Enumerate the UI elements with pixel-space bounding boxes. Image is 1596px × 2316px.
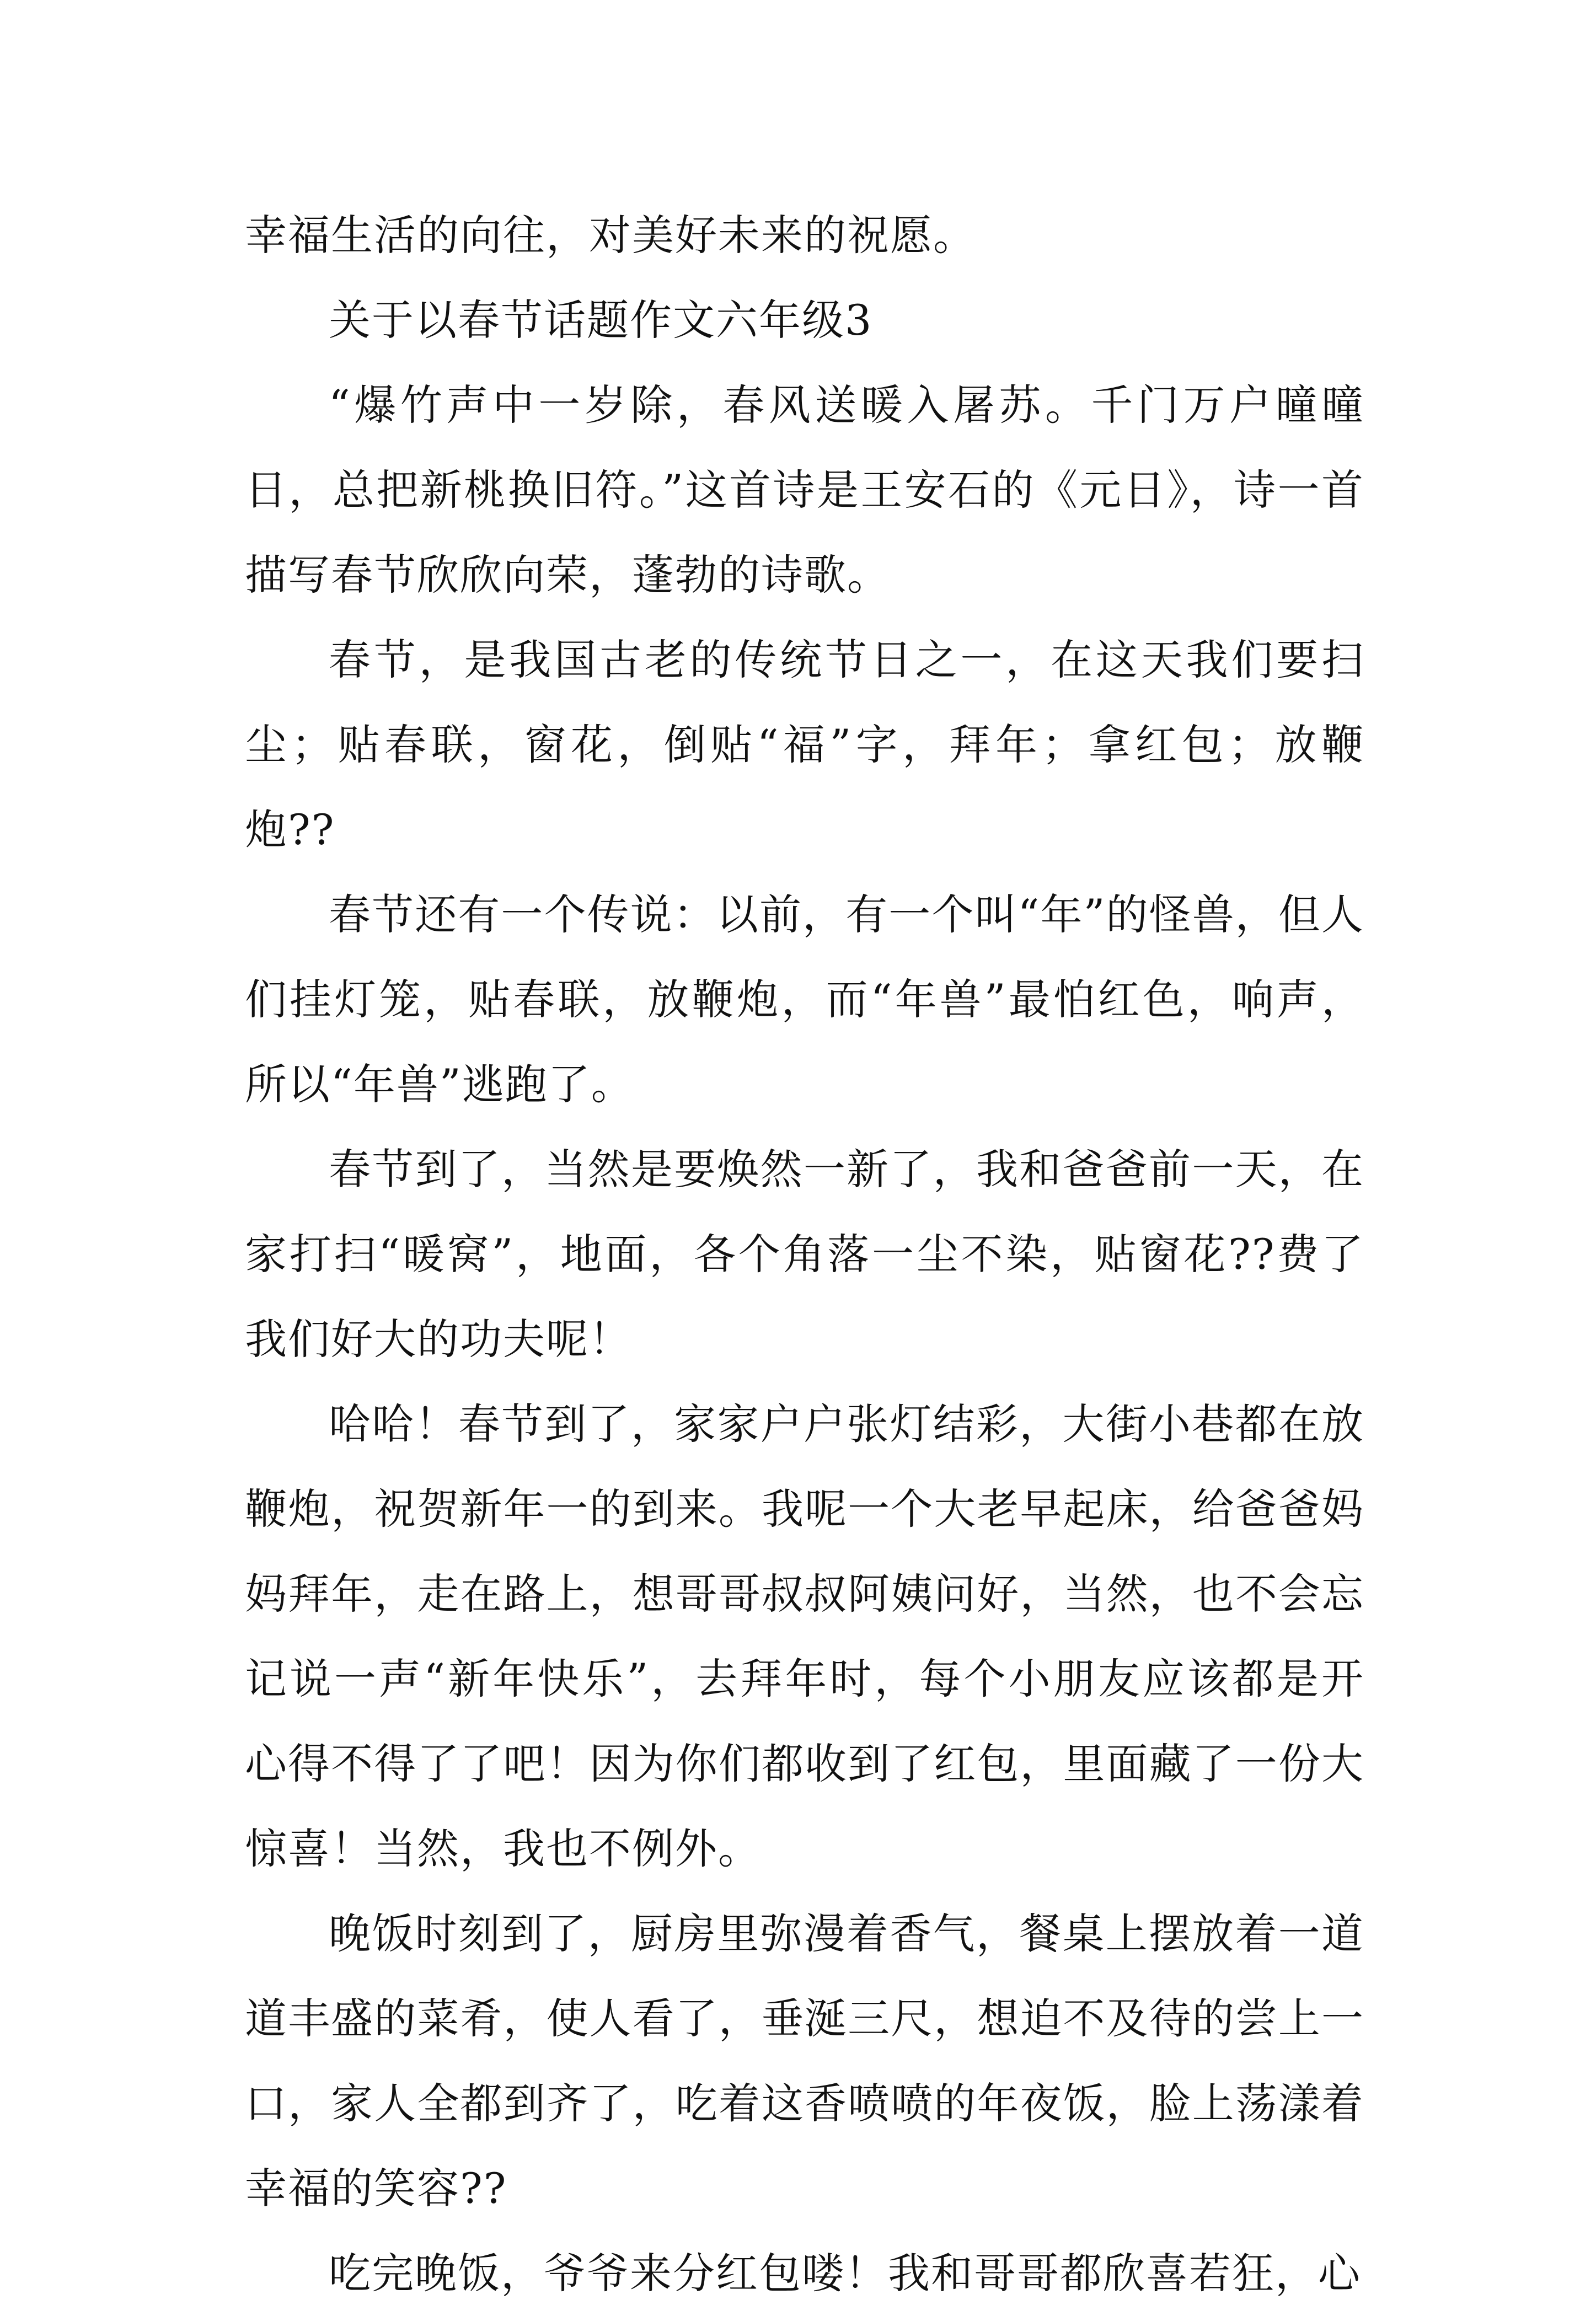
paragraph-5: 哈哈！春节到了，家家户户张灯结彩，大街小巷都在放鞭炮，祝贺新年一的到来。我呢一个大老早起床，给爸爸妈妈拜年，走在路上，想哥哥叔叔阿姨问好，当然，也不会忘记说一声“新年快乐”，去拜年时，每个小朋友应该都是开心得不得了了吧！因为你们都收到了红包，里面藏了一份大惊喜！当然，我也不例外。	[245, 1400, 1364, 1873]
paragraph-6: 晚饭时刻到了，厨房里弥漫着香气，餐桌上摆放着一道道丰盛的菜肴，使人看了，垂涎三尺，想迫不及待的尝上一口，家人全都到齐了，吃着这香喷喷的年夜饭，脸上荡漾着幸福的笑容??	[245, 1909, 1364, 2213]
document-body	[245, 193, 1364, 2316]
paragraph-2: 春节，是我国古老的传统节日之一，在这天我们要扫尘；贴春联，窗花，倒贴“福”字，拜年；拿红包；放鞭炮??	[245, 635, 1364, 854]
continued-paragraph: 幸福生活的向往，对美好未来的祝愿。	[245, 211, 976, 260]
paragraph-1: “爆竹声中一岁除，春风送暖入屠苏。千门万户曈曈日，总把新桃换旧符。”这首诗是王安石的《元日》，诗一首描写春节欣欣向荣，蓬勃的诗歌。	[245, 380, 1364, 599]
essay-heading: 关于以春节话题作文六年级3	[329, 296, 873, 345]
paragraph-3: 春节还有一个传说：以前，有一个叫“年”的怪兽，但人们挂灯笼，贴春联，放鞭炮，而“年兽”最怕红色，响声，所以“年兽”逃跑了。	[245, 890, 1364, 1109]
paragraph-4: 春节到了，当然是要焕然一新了，我和爸爸前一天，在家打扫“暖窝”，地面，各个角落一尘不染，贴窗花??费了我们好大的功夫呢！	[245, 1145, 1364, 1364]
paragraph-7: 吃完晚饭，爷爷来分红包喽！我和哥哥都欣喜若狂，心	[329, 2249, 1361, 2298]
